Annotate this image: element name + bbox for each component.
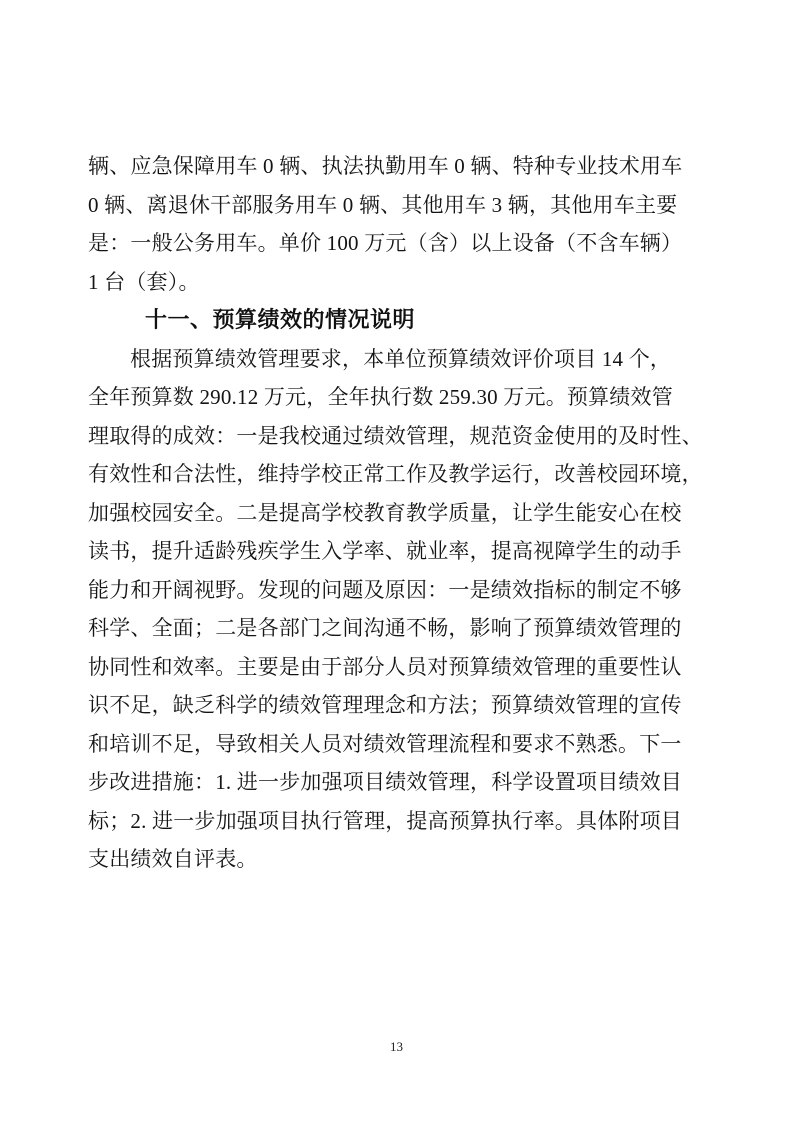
text-block xyxy=(88,147,702,879)
text-line: 根据预算绩效管理要求，本单位预算绩效评价项目 14 个， xyxy=(130,346,672,371)
text-line: 加强校园安全。二是提高学校教育教学质量，让学生能安心在校 xyxy=(88,500,682,525)
paragraph-budget-performance xyxy=(88,340,702,879)
section-heading: 十一、预算绩效的情况说明 xyxy=(145,307,416,332)
text-line: 能力和开阔视野。发现的问题及原因：一是绩效指标的制定不够 xyxy=(88,577,682,602)
paragraph-vehicle-summary xyxy=(88,147,702,301)
text-line: 是：一般公务用车。单价 100 万元（含）以上设备（不含车辆） xyxy=(88,231,683,255)
text-line: 读书，提升适龄残疾学生入学率、就业率，提高视障学生的动手 xyxy=(88,539,682,563)
text-line: 0 辆、离退休干部服务用车 0 辆、其他用车 3 辆，其他用车主要 xyxy=(88,192,678,217)
text-line: 1 台（套）。 xyxy=(88,269,200,294)
text-line: 辆、应急保障用车 0 辆、执法执勤用车 0 辆、特种专业技术用车 xyxy=(88,154,683,178)
text-line: 支出绩效自评表。 xyxy=(88,847,258,871)
text-line: 有效性和合法性，维持学校正常工作及教学运行，改善校园环境， xyxy=(88,462,703,486)
text-line: 协同性和效率。主要是由于部分人员对预算绩效管理的重要性认 xyxy=(88,654,682,679)
text-line: 全年预算数 290.12 万元，全年执行数 259.30 万元。预算绩效管 xyxy=(88,385,673,409)
page-number: 13 xyxy=(390,1039,403,1054)
text-line: 识不足，缺乏科学的绩效管理理念和方法；预算绩效管理的宣传 xyxy=(88,693,682,717)
text-line: 标；2. 进一步加强项目执行管理，提高预算执行率。具体附项目 xyxy=(88,808,682,833)
text-line: 科学、全面；二是各部门之间沟通不畅，影响了预算绩效管理的 xyxy=(88,616,682,640)
text-line: 和培训不足，导致相关人员对绩效管理流程和要求不熟悉。下一 xyxy=(88,731,682,756)
text-line: 步改进措施：1. 进一步加强项目绩效管理，科学设置项目绩效目 xyxy=(88,770,682,794)
text-line: 理取得的成效：一是我校通过绩效管理，规范资金使用的及时性、 xyxy=(88,423,703,448)
